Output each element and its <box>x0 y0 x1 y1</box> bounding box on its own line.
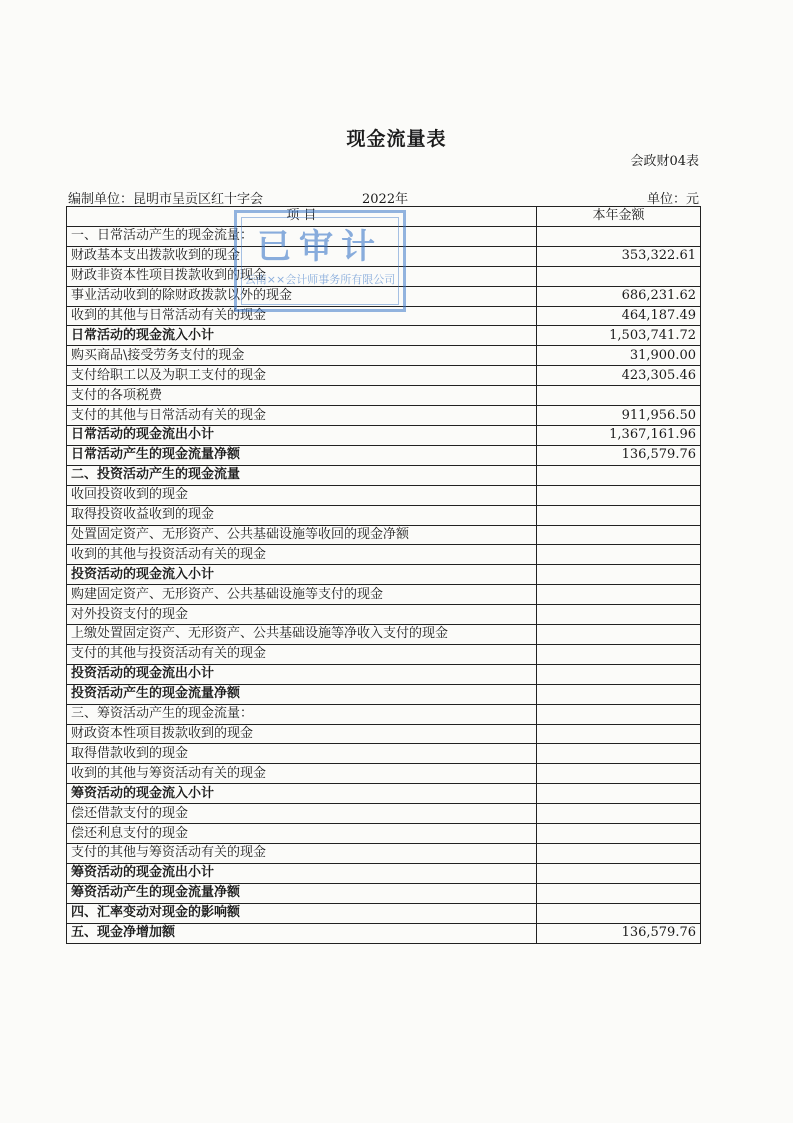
row-label: 筹资活动的现金流出小计 <box>67 863 537 883</box>
row-amount <box>537 903 701 923</box>
row-label: 支付的其他与投资活动有关的现金 <box>67 644 537 664</box>
row-amount <box>537 485 701 505</box>
table-row <box>67 425 701 445</box>
row-amount: 353,322.61 <box>537 246 701 266</box>
row-amount <box>537 764 701 784</box>
table-row <box>67 286 701 306</box>
row-label: 二、投资活动产生的现金流量 <box>67 465 537 485</box>
row-amount <box>537 465 701 485</box>
row-amount: 136,579.76 <box>537 923 701 943</box>
table-body <box>67 226 701 943</box>
table-row <box>67 605 701 625</box>
row-label: 收到的其他与投资活动有关的现金 <box>67 545 537 565</box>
row-label: 筹资活动的现金流入小计 <box>67 784 537 804</box>
row-amount: 423,305.46 <box>537 366 701 386</box>
row-label: 购建固定资产、无形资产、公共基础设施等支付的现金 <box>67 585 537 605</box>
row-amount: 464,187.49 <box>537 306 701 326</box>
row-label: 投资活动的现金流入小计 <box>67 565 537 585</box>
table-row <box>67 326 701 346</box>
row-label: 投资活动的现金流出小计 <box>67 664 537 684</box>
table-row <box>67 505 701 525</box>
row-amount <box>537 226 701 246</box>
table-row <box>67 804 701 824</box>
row-label: 对外投资支付的现金 <box>67 605 537 625</box>
row-label: 财政资本性项目拨款收到的现金 <box>67 724 537 744</box>
table-row <box>67 445 701 465</box>
table-row <box>67 625 701 645</box>
table-row <box>67 226 701 246</box>
row-amount <box>537 605 701 625</box>
row-amount <box>537 744 701 764</box>
row-amount <box>537 565 701 585</box>
row-amount <box>537 664 701 684</box>
table-row <box>67 824 701 844</box>
table-header-row <box>67 207 701 227</box>
row-amount <box>537 684 701 704</box>
table-row <box>67 903 701 923</box>
row-label: 收到的其他与日常活动有关的现金 <box>67 306 537 326</box>
header-amount: 本年金额 <box>537 207 701 227</box>
table-row <box>67 485 701 505</box>
table-row <box>67 844 701 864</box>
table-row <box>67 923 701 943</box>
table-row <box>67 764 701 784</box>
header-item: 项 目 <box>67 207 537 227</box>
row-amount: 31,900.00 <box>537 346 701 366</box>
row-label: 支付的其他与筹资活动有关的现金 <box>67 844 537 864</box>
row-label: 支付的其他与日常活动有关的现金 <box>67 406 537 426</box>
table-row <box>67 366 701 386</box>
cash-flow-table <box>66 206 701 944</box>
form-code: 会政财04表 <box>630 154 699 169</box>
row-amount <box>537 644 701 664</box>
row-label: 日常活动的现金流入小计 <box>67 326 537 346</box>
row-label: 购买商品\接受劳务支付的现金 <box>67 346 537 366</box>
row-label: 日常活动的现金流出小计 <box>67 425 537 445</box>
table-row <box>67 664 701 684</box>
table-row <box>67 883 701 903</box>
row-amount <box>537 386 701 406</box>
row-amount: 1,367,161.96 <box>537 425 701 445</box>
row-amount: 1,503,741.72 <box>537 326 701 346</box>
row-label: 五、现金净增加额 <box>67 923 537 943</box>
stamp-main-text: 已审计 <box>257 227 383 267</box>
row-amount: 136,579.76 <box>537 445 701 465</box>
row-amount <box>537 525 701 545</box>
row-amount <box>537 883 701 903</box>
row-amount <box>537 704 701 724</box>
row-label: 四、汇率变动对现金的影响额 <box>67 903 537 923</box>
table-row <box>67 525 701 545</box>
row-amount: 686,231.62 <box>537 286 701 306</box>
report-year: 2022年 <box>362 192 409 207</box>
table-row <box>67 684 701 704</box>
row-amount <box>537 545 701 565</box>
row-label: 偿还利息支付的现金 <box>67 824 537 844</box>
row-amount <box>537 625 701 645</box>
row-amount <box>537 844 701 864</box>
table-row <box>67 704 701 724</box>
table-row <box>67 246 701 266</box>
org-label: 编制单位：昆明市呈贡区红十字会 <box>68 192 264 207</box>
row-amount <box>537 266 701 286</box>
row-label: 收回投资收到的现金 <box>67 485 537 505</box>
row-amount <box>537 585 701 605</box>
row-amount <box>537 724 701 744</box>
row-amount <box>537 804 701 824</box>
table-row <box>67 386 701 406</box>
row-amount <box>537 784 701 804</box>
row-label: 偿还借款支付的现金 <box>67 804 537 824</box>
table-row <box>67 266 701 286</box>
row-amount <box>537 824 701 844</box>
table-row <box>67 346 701 366</box>
table-row <box>67 585 701 605</box>
table-row <box>67 406 701 426</box>
row-label: 支付给职工以及为职工支付的现金 <box>67 366 537 386</box>
row-label: 筹资活动产生的现金流量净额 <box>67 883 537 903</box>
table-row <box>67 863 701 883</box>
row-label: 投资活动产生的现金流量净额 <box>67 684 537 704</box>
row-label: 上缴处置固定资产、无形资产、公共基础设施等净收入支付的现金 <box>67 625 537 645</box>
row-label: 支付的各项税费 <box>67 386 537 406</box>
row-label: 事业活动收到的除财政拨款以外的现金 <box>67 286 537 306</box>
page-title: 现金流量表 <box>346 128 447 150</box>
table-row <box>67 744 701 764</box>
row-label: 取得借款收到的现金 <box>67 744 537 764</box>
row-label: 处置固定资产、无形资产、公共基础设施等收回的现金净额 <box>67 525 537 545</box>
stamp-sub-text: 云南××会计师事务所有限公司 <box>244 273 396 286</box>
table-row <box>67 784 701 804</box>
row-label: 日常活动产生的现金流量净额 <box>67 445 537 465</box>
row-amount <box>537 863 701 883</box>
table-row <box>67 465 701 485</box>
row-label: 财政基本支出拨款收到的现金 <box>67 246 537 266</box>
table-row <box>67 565 701 585</box>
table-row <box>67 306 701 326</box>
unit-label: 单位：元 <box>646 192 699 207</box>
table-row <box>67 644 701 664</box>
row-label: 三、筹资活动产生的现金流量： <box>67 704 537 724</box>
row-label: 一、日常活动产生的现金流量： <box>67 226 537 246</box>
row-amount <box>537 505 701 525</box>
row-amount: 911,956.50 <box>537 406 701 426</box>
row-label: 收到的其他与筹资活动有关的现金 <box>67 764 537 784</box>
row-label: 取得投资收益收到的现金 <box>67 505 537 525</box>
table-row <box>67 724 701 744</box>
table-row <box>67 545 701 565</box>
row-label: 财政非资本性项目拨款收到的现金 <box>67 266 537 286</box>
